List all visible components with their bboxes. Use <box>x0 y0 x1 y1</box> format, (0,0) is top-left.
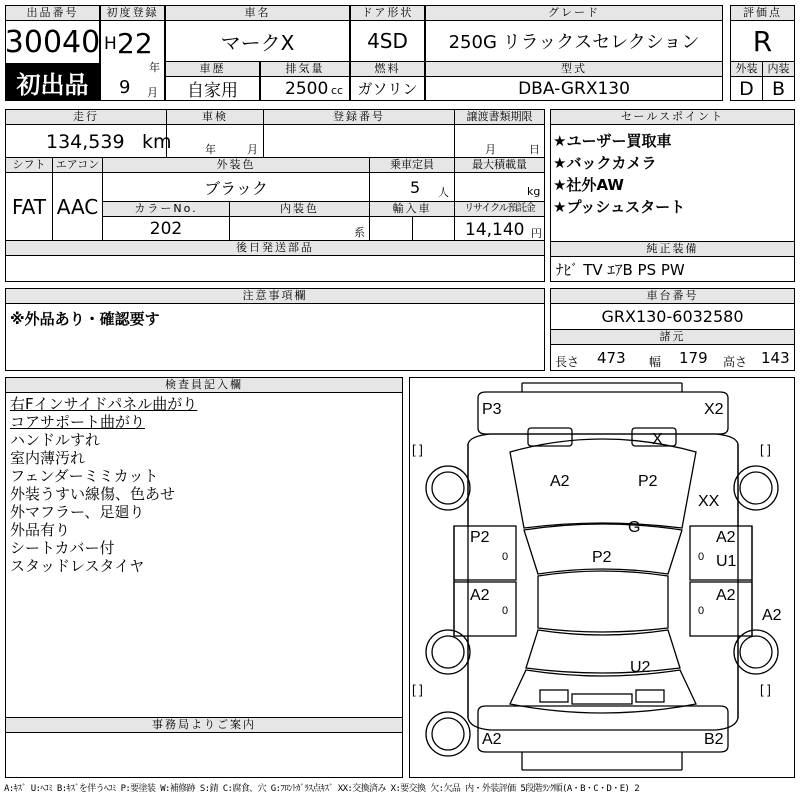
first-reg-cell <box>100 20 165 101</box>
displacement-unit: cc <box>331 84 344 97</box>
recycle-unit: 円 <box>531 227 542 240</box>
mark-b2: B2 <box>704 731 724 748</box>
aircon: AAC <box>52 172 103 241</box>
mark-xx: XX <box>698 493 720 510</box>
door-type: 4SD <box>350 20 425 62</box>
later-parts-cell <box>5 255 545 282</box>
inspector-line-1: 右Fインサイドパネル曲がり <box>10 395 198 413</box>
fuel: ガソリン <box>350 76 425 101</box>
mark-p2-hood-right: P2 <box>638 473 658 490</box>
interior-color-cell <box>229 216 370 241</box>
first-listing-badge: 初出品 <box>5 63 100 101</box>
car-diagram <box>410 378 794 777</box>
exterior-grade: D <box>730 76 763 101</box>
office-header: 事務局よりご案内 <box>5 717 403 733</box>
inspector-line-6: 外装うすい線傷、色あせ <box>10 485 176 503</box>
sales-point-4: ★プッシュスタート <box>553 198 686 216</box>
front-bumper-outline <box>478 392 728 434</box>
grade-header: グレード <box>425 5 723 21</box>
mark-x2: X2 <box>704 401 724 418</box>
car-name: マークX <box>165 20 350 62</box>
mark-a2-right-fender: A2 <box>762 607 782 624</box>
recycle-cell <box>454 216 545 241</box>
color-no-header: カラーNo. <box>102 201 230 217</box>
inspector-line-8: 外品有り <box>10 521 71 539</box>
inspector-header: 検査員記入欄 <box>5 377 403 393</box>
import-cell-b <box>412 216 455 241</box>
mileage-unit: km <box>142 131 172 153</box>
mark-a2-right-rear: A2 <box>716 587 736 604</box>
bracket-right-rear: [ ] <box>760 682 771 697</box>
first-reg-era: H <box>104 34 117 54</box>
caution-header: 注意事項欄 <box>5 288 545 304</box>
displacement-header: 排気量 <box>260 61 350 77</box>
inspector-line-10: スタッドレスタイヤ <box>10 557 145 575</box>
roof-outline <box>538 571 668 632</box>
shift: FAT <box>5 172 53 241</box>
grade: 250G リラックスセレクション <box>425 20 723 62</box>
legend: A:ｷｽﾞ U:ﾍｺﾐ B:ｷｽﾞを伴うﾍｺﾐ P:要塗装 W:補修跡 S:錆 C:腐食、穴 G:ﾌﾛﾝﾄｶﾞﾗｽ点ｷｽﾞ XX:交換済み X:要交換 欠:欠品 内・外装評価 5段階ﾗﾝｸ順(A・B・C・D・E) 2 <box>4 784 640 794</box>
sales-point-2: ★バックカメラ <box>553 154 657 172</box>
displacement: 2500 <box>285 79 329 99</box>
length-label: 長さ <box>555 355 580 369</box>
recycle-header: リサイクル預託金 <box>454 201 545 217</box>
inspector-line-7: 外マフラー、足廻り <box>10 503 145 521</box>
score: R <box>730 20 795 62</box>
chassis-header: 車台番号 <box>550 288 795 304</box>
max-load-cell <box>454 172 545 202</box>
mark-u2: U2 <box>630 659 651 676</box>
recycle-amount: 14,140 <box>465 220 525 240</box>
mark-x: X <box>652 431 663 448</box>
first-reg-month: 9 <box>119 77 131 98</box>
dimensions-box <box>550 344 795 371</box>
door-header: ドア形状 <box>350 5 425 21</box>
bracket-left-front: [ ] <box>412 442 423 457</box>
height-value: 143 <box>761 349 790 367</box>
bracket-left-rear: [ ] <box>412 682 423 697</box>
interior-color-unit: 系 <box>354 226 365 239</box>
model-code: DBA-GRX130 <box>425 76 723 101</box>
aircon-header: エアコン <box>52 157 103 173</box>
max-load-header: 最大積載量 <box>454 157 545 173</box>
score-header: 評価点 <box>730 5 795 21</box>
inspection-cell <box>166 124 264 158</box>
transfer-deadline-header: 譲渡書類期限 <box>454 109 545 125</box>
exterior-grade-header: 外装 <box>730 61 763 77</box>
hood-outline <box>510 439 696 528</box>
transfer-deadline-cell <box>454 124 545 158</box>
width-label: 幅 <box>649 355 662 369</box>
car-diagram-frame <box>409 377 795 778</box>
displacement-cell <box>260 76 350 101</box>
exterior-color-header: 外装色 <box>102 157 370 173</box>
sales-points-header: セールスポイント <box>550 109 795 125</box>
height-label: 高さ <box>723 355 748 369</box>
fuel-header: 燃料 <box>350 61 425 77</box>
lot-number: 30040 <box>5 20 100 64</box>
inspector-line-3: ハンドルすれ <box>10 431 101 449</box>
bracket-right-front: [ ] <box>760 442 771 457</box>
first-reg-month-unit: 月 <box>147 86 158 99</box>
registration-cell <box>263 124 455 158</box>
later-parts-header: 後日発送部品 <box>5 240 545 256</box>
mark-g: G <box>628 519 641 536</box>
capacity-header: 乗車定員 <box>369 157 455 173</box>
equipment: ﾅﾋﾞ TV ｴｱB PS PW <box>550 256 795 282</box>
import-header: 輸入車 <box>369 201 455 217</box>
mileage-header: 走行 <box>5 109 167 125</box>
inspector-line-9: シートカバー付 <box>10 539 115 557</box>
mark-a2-left-rear: A2 <box>470 587 490 604</box>
chassis-number: GRX130-6032580 <box>550 303 795 330</box>
first-reg-year-unit: 年 <box>149 61 160 74</box>
inspection-header: 車検 <box>166 109 264 125</box>
door-zero-1: 0 <box>502 551 509 563</box>
max-load-unit: kg <box>527 185 541 198</box>
interior-color-header: 内装色 <box>229 201 370 217</box>
inspector-line-2: コアサポート曲がり <box>10 413 146 431</box>
inspection-month-unit: 月 <box>247 143 258 156</box>
door-zero-4: 0 <box>698 605 705 617</box>
capacity-cell <box>369 172 455 202</box>
transfer-month-unit: 月 <box>485 143 496 156</box>
caution-text: ※外品あり・確認要す <box>10 310 160 328</box>
mark-a2-right-door: A2 <box>716 529 736 546</box>
mileage-cell <box>5 124 172 158</box>
first-reg-year: 22 <box>117 27 153 60</box>
exterior-color: ブラック <box>102 172 370 202</box>
interior-grade-header: 内装 <box>762 61 795 77</box>
door-zero-2: 0 <box>502 605 509 617</box>
interior-grade: B <box>762 76 795 101</box>
mark-u1: U1 <box>716 553 737 570</box>
sales-point-1: ★ユーザー買取車 <box>553 132 672 150</box>
mark-p2-left-door: P2 <box>470 529 490 546</box>
inspector-line-5: フェンダーミミカット <box>10 467 159 485</box>
history-header: 車歴 <box>165 61 260 77</box>
mileage: 134,539 <box>46 131 125 153</box>
car-name-header: 車名 <box>165 5 350 21</box>
first-reg-header: 初度登録 <box>100 5 165 21</box>
sales-point-3: ★社外AW <box>553 176 624 194</box>
transfer-day-unit: 日 <box>529 143 540 156</box>
equipment-header: 純正装備 <box>550 241 795 257</box>
width-value: 179 <box>679 349 708 367</box>
rear-window-outline <box>526 630 680 673</box>
door-zero-3: 0 <box>698 551 705 563</box>
capacity: 5 <box>410 178 421 197</box>
mark-p2-roof: P2 <box>592 549 612 566</box>
sales-points-box <box>550 124 795 242</box>
mark-a2-bottom: A2 <box>482 731 502 748</box>
mark-a2-hood-left: A2 <box>550 473 570 490</box>
capacity-unit: 人 <box>438 186 449 199</box>
model-code-header: 型式 <box>425 61 723 77</box>
color-no: 202 <box>102 216 230 241</box>
inspection-year-unit: 年 <box>205 143 216 156</box>
registration-header: 登録番号 <box>263 109 455 125</box>
inspector-box <box>5 392 403 718</box>
import-cell-a <box>369 216 413 241</box>
dimensions-header: 諸元 <box>550 329 795 345</box>
mark-p3: P3 <box>482 401 502 418</box>
office-box <box>5 732 403 778</box>
shift-header: シフト <box>5 157 53 173</box>
lot-number-header: 出品番号 <box>5 5 100 21</box>
history: 自家用 <box>165 76 260 101</box>
caution-box <box>5 303 545 371</box>
length-value: 473 <box>597 349 626 367</box>
inspector-line-4: 室内薄汚れ <box>10 449 86 467</box>
